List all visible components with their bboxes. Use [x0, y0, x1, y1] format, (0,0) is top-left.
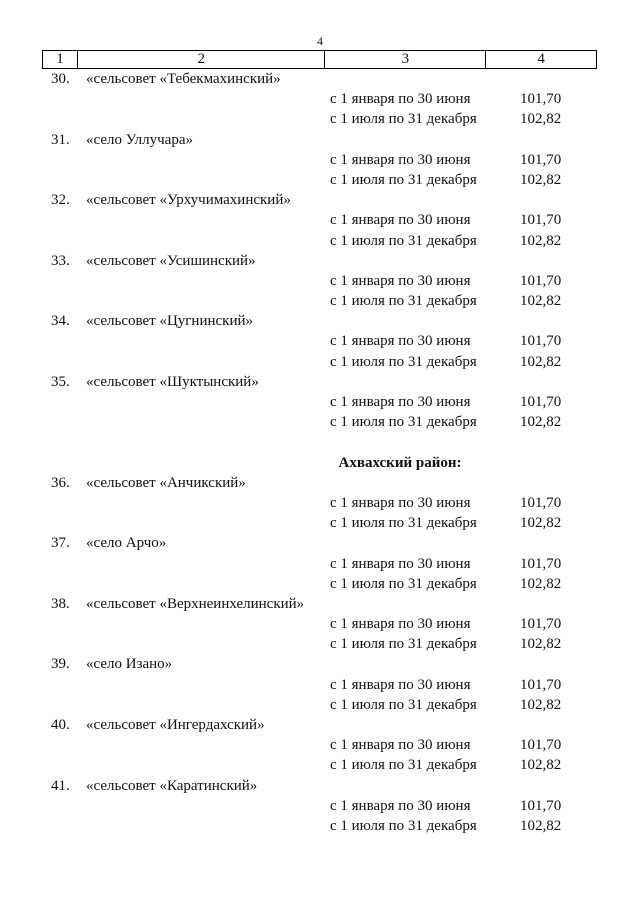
- period-row: [42, 392, 602, 412]
- tariff-value: 101,70: [520, 394, 562, 410]
- period-label: с 1 января по 30 июня: [330, 494, 471, 511]
- tariff-value: 101,70: [520, 555, 562, 572]
- period-label: с 1 июля по 31 декабря: [330, 353, 477, 370]
- period-row: [42, 412, 602, 432]
- period-label: с 1 июля по 31 декабря: [330, 232, 477, 249]
- tariff-value: 101,70: [520, 737, 562, 754]
- period-label: с 1 июля по 31 декабря: [330, 636, 477, 653]
- tariff-value: 101,70: [520, 151, 562, 168]
- settlement-name: «сельсовет «Ингердахский»: [86, 717, 265, 733]
- period-label: с 1 января по 30 июня: [330, 616, 471, 633]
- period-label: с 1 июля по 31 декабря: [330, 111, 477, 128]
- row-number: 33.: [51, 252, 70, 269]
- tariff-value: 101,70: [520, 616, 562, 633]
- period-label: с 1 января по 30 июня: [330, 676, 471, 693]
- period-row: [42, 634, 602, 654]
- settlement-name: «сельсовет «Анчикский»: [86, 474, 246, 491]
- settlement-name: «село Арчо»: [86, 535, 167, 552]
- settlement-row: [42, 473, 602, 493]
- settlement-row: [42, 776, 602, 796]
- period-row: [42, 331, 602, 351]
- tariff-value: 101,70: [520, 212, 562, 229]
- tariff-value: 102,82: [520, 111, 562, 128]
- column-header-4: 4: [486, 51, 597, 69]
- period-label: с 1 января по 30 июня: [330, 91, 471, 108]
- period-label: с 1 января по 30 июня: [330, 797, 471, 814]
- period-label: с 1 июля по 31 декабря: [330, 171, 477, 188]
- settlement-name: «село Изано»: [86, 656, 173, 673]
- settlement-row: [42, 311, 602, 331]
- period-row: [42, 755, 602, 775]
- tariff-value: 101,70: [520, 676, 562, 693]
- settlement-name: «село Уллучара»: [86, 131, 193, 148]
- row-number: 41.: [51, 777, 70, 794]
- period-label: с 1 января по 30 июня: [330, 333, 471, 350]
- period-row: [42, 695, 602, 715]
- period-row: [42, 675, 602, 695]
- settlement-name: «сельсовет «Урхучимахинский»: [86, 192, 291, 209]
- period-label: с 1 июля по 31 декабря: [330, 414, 477, 431]
- period-row: [42, 210, 602, 230]
- period-row: [42, 614, 602, 634]
- tariff-value: 101,70: [520, 272, 562, 289]
- tariff-value: 101,70: [520, 797, 562, 814]
- tariff-value: 102,82: [520, 636, 562, 653]
- row-number: 38.: [51, 595, 70, 612]
- spacer: [42, 432, 602, 452]
- period-label: с 1 января по 30 июня: [330, 212, 471, 229]
- settlement-name: «сельсовет «Тебекмахинский»: [86, 71, 281, 87]
- row-number: 30.: [51, 71, 70, 87]
- settlement-row: [42, 69, 602, 89]
- row-number: 34.: [51, 313, 70, 330]
- row-number: 39.: [51, 656, 70, 673]
- settlement-name: «сельсовет «Шуктынский»: [86, 373, 259, 390]
- period-row: [42, 352, 602, 372]
- period-label: с 1 июля по 31 декабря: [330, 293, 477, 310]
- column-header-2: 2: [77, 51, 325, 69]
- tariff-value: 101,70: [520, 91, 562, 108]
- tariff-value: 101,70: [520, 333, 562, 350]
- period-label: с 1 июля по 31 декабря: [330, 696, 477, 713]
- settlement-row: [42, 533, 602, 553]
- period-label: с 1 июля по 31 декабря: [330, 575, 477, 592]
- column-header-table: [42, 50, 597, 69]
- period-row: [42, 109, 602, 129]
- settlement-name: «сельсовет «Усишинский»: [86, 252, 256, 269]
- tariff-list: [42, 69, 602, 836]
- column-header-1: 1: [43, 51, 78, 69]
- period-row: [42, 150, 602, 170]
- page-number: 4: [317, 34, 323, 48]
- period-label: с 1 января по 30 июня: [330, 555, 471, 572]
- tariff-value: 102,82: [520, 414, 562, 431]
- period-row: [42, 554, 602, 574]
- settlement-row: [42, 130, 602, 150]
- settlement-row: [42, 654, 602, 674]
- period-label: с 1 января по 30 июня: [330, 394, 471, 410]
- tariff-value: 102,82: [520, 575, 562, 592]
- tariff-value: 102,82: [520, 353, 562, 370]
- settlement-row: [42, 594, 602, 614]
- period-row: [42, 271, 602, 291]
- period-row: [42, 170, 602, 190]
- tariff-value: 102,82: [520, 171, 562, 188]
- period-row: [42, 574, 602, 594]
- period-label: с 1 января по 30 июня: [330, 272, 471, 289]
- settlement-name: «сельсовет «Каратинский»: [86, 777, 258, 794]
- tariff-value: 101,70: [520, 494, 562, 511]
- tariff-value: 102,82: [520, 817, 562, 834]
- row-number: 31.: [51, 131, 70, 148]
- period-label: с 1 января по 30 июня: [330, 737, 471, 754]
- period-row: [42, 513, 602, 533]
- row-number: 36.: [51, 474, 70, 491]
- period-row: [42, 493, 602, 513]
- tariff-value: 102,82: [520, 293, 562, 310]
- settlement-row: [42, 715, 602, 735]
- settlement-row: [42, 190, 602, 210]
- period-row: [42, 291, 602, 311]
- period-label: с 1 января по 30 июня: [330, 151, 471, 168]
- period-label: с 1 июля по 31 декабря: [330, 515, 477, 532]
- settlement-row: [42, 251, 602, 271]
- tariff-value: 102,82: [520, 232, 562, 249]
- row-number: 37.: [51, 535, 70, 552]
- period-row: [42, 735, 602, 755]
- period-row: [42, 796, 602, 816]
- tariff-value: 102,82: [520, 515, 562, 532]
- tariff-value: 102,82: [520, 696, 562, 713]
- period-row: [42, 816, 602, 836]
- period-row: [42, 89, 602, 109]
- column-header-3: 3: [325, 51, 486, 69]
- district-heading: Ахвахский район:: [338, 454, 462, 471]
- settlement-name: «сельсовет «Верхнеинхелинский»: [86, 595, 305, 612]
- period-row: [42, 231, 602, 251]
- settlement-row: [42, 372, 602, 392]
- period-label: с 1 июля по 31 декабря: [330, 817, 477, 834]
- tariff-value: 102,82: [520, 757, 562, 774]
- settlement-name: «сельсовет «Цугнинский»: [86, 313, 254, 330]
- period-label: с 1 июля по 31 декабря: [330, 757, 477, 774]
- row-number: 40.: [51, 717, 70, 733]
- row-number: 32.: [51, 192, 70, 209]
- row-number: 35.: [51, 373, 70, 390]
